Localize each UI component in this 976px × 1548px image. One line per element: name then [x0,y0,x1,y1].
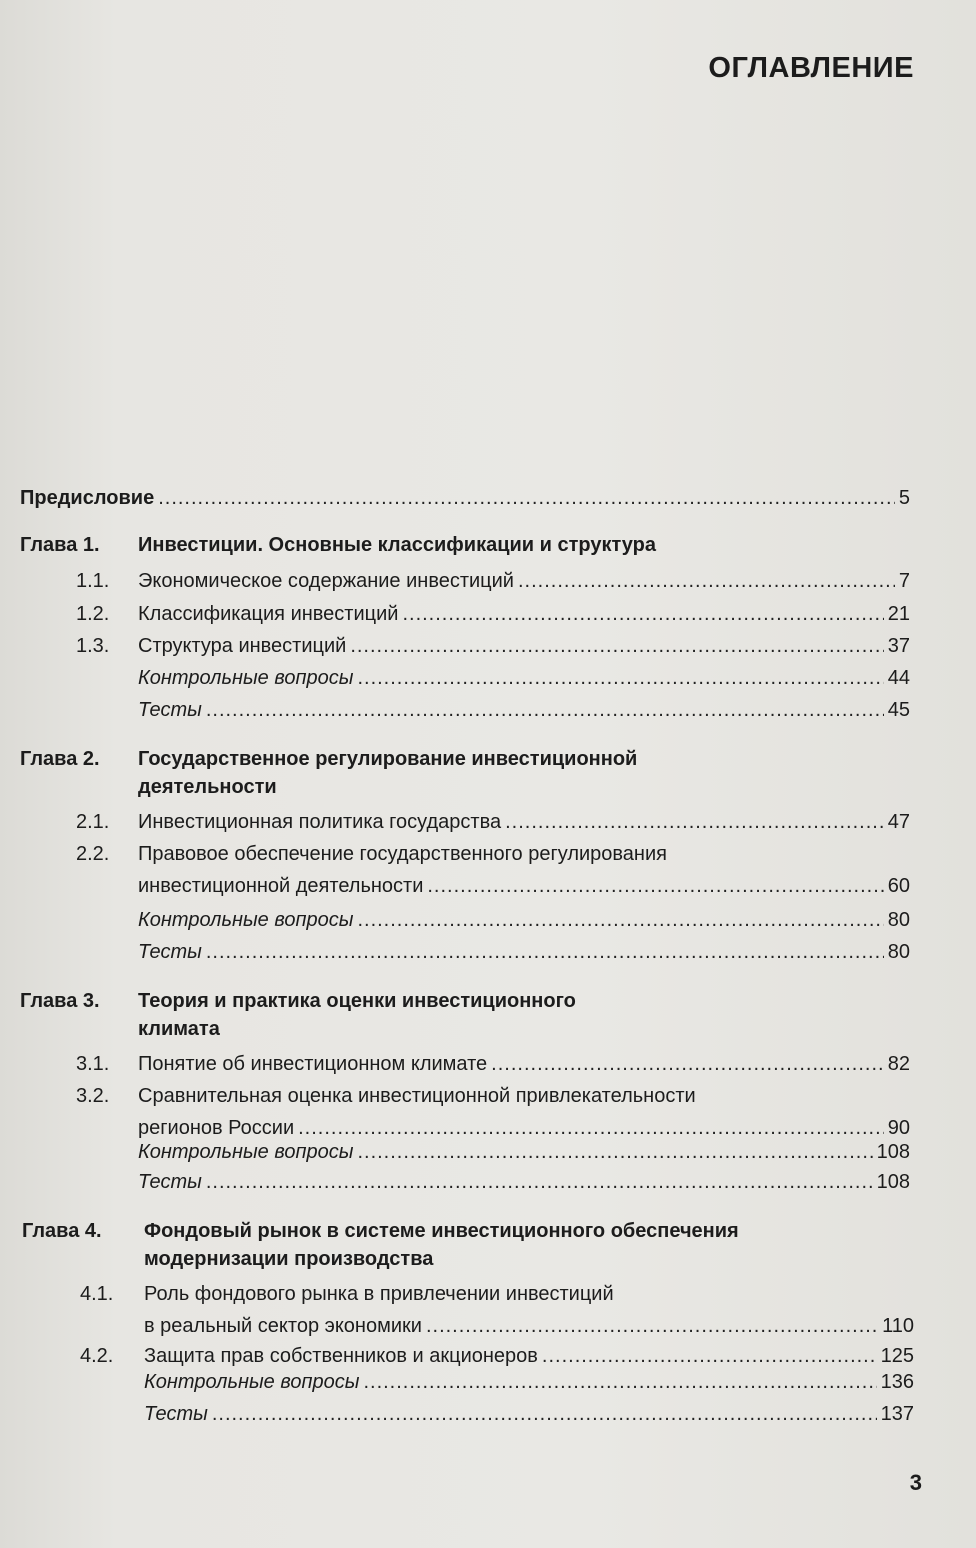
section-page: 137 [880,1403,914,1425]
section-page: 45 [887,699,910,721]
toc-entry[interactable] [76,565,910,597]
section-page: 108 [876,1171,910,1193]
section-page: 80 [887,941,910,963]
toc-entry-multiline[interactable] [80,1278,914,1342]
section-title-line2: регионов России [138,1117,295,1139]
dot-leader [427,870,883,902]
section-title: Контрольные вопросы [144,1371,360,1393]
dot-leader [212,1398,877,1430]
section-title: Контрольные вопросы [138,667,354,689]
section-number: 1.1. [76,570,110,592]
dot-leader [402,598,883,630]
section-number: 4.2. [80,1345,114,1367]
section-page: 37 [887,635,910,657]
section-title: Понятие об инвестиционном климате [138,1053,488,1075]
toc-entry-questions[interactable] [138,1136,910,1168]
section-page: 136 [880,1371,914,1393]
dot-leader [491,1048,884,1080]
chapter-title: Фондовый рынок в системе инвестиционного обеспечения [144,1220,739,1242]
toc-entry[interactable] [76,806,910,838]
chapter-title-line2: деятельности [138,776,277,798]
section-title: Тесты [144,1403,208,1425]
toc-entry-questions[interactable] [144,1366,914,1398]
chapter-title: Теория и практика оценки инвестиционного [138,990,576,1012]
section-page: 44 [887,667,910,689]
section-number: 4.1. [80,1283,114,1305]
section-number: 2.1. [76,811,110,833]
section-title: Контрольные вопросы [138,1141,354,1163]
section-page: 21 [887,603,910,625]
section-title-line2: инвестиционной деятельности [138,875,424,897]
dot-leader [158,482,895,514]
section-number: 2.2. [76,843,110,865]
section-page: 7 [898,570,910,592]
chapter-title: Государственное регулирование инвестиционной [138,748,638,770]
chapter-title-line2: модернизации производства [144,1248,434,1270]
toc-entry-tests[interactable] [138,936,910,968]
toc-entry-label: Предисловие [20,487,155,509]
section-number: 3.2. [76,1085,110,1107]
toc-entry-tests[interactable] [144,1398,914,1430]
dot-leader [357,662,883,694]
dot-leader [206,936,884,968]
dot-leader [350,630,883,662]
section-title: Экономическое содержание инвестиций [138,570,514,592]
section-page: 110 [882,1315,914,1337]
dot-leader [357,904,883,936]
toc-entry-tests[interactable] [138,694,910,726]
page-title: ОГЛАВЛЕНИЕ [708,52,914,84]
dot-leader [505,806,884,838]
chapter-number: Глава 3. [20,990,100,1012]
dot-leader [206,694,884,726]
page-number: 3 [909,1470,922,1495]
dot-leader [518,565,895,597]
chapter-number: Глава 4. [22,1220,102,1242]
section-page: 80 [887,909,910,931]
section-number: 3.1. [76,1053,110,1075]
section-title-line2: в реальный сектор экономики [144,1315,422,1337]
section-title: Инвестиционная политика государства [138,811,502,833]
section-page: 90 [887,1117,910,1139]
toc-entry-questions[interactable] [138,662,910,694]
section-title: Структура инвестиций [138,635,347,657]
section-title: Тесты [138,941,202,963]
section-title: Сравнительная оценка инвестиционной привлекательности [138,1085,696,1107]
dot-leader [363,1366,876,1398]
dot-leader [357,1136,872,1168]
section-number: 1.3. [76,635,110,657]
section-page: 82 [887,1053,910,1075]
chapter-title-line2: климата [138,1018,220,1040]
toc-entry-preface[interactable] [20,482,910,514]
section-title: Классификация инвестиций [138,603,399,625]
toc-entry[interactable] [76,630,910,662]
dot-leader [206,1166,873,1198]
toc-entry-page: 5 [898,487,910,509]
section-title: Роль фондового рынка в привлечении инвестиций [144,1283,614,1305]
toc-entry-tests[interactable] [138,1166,910,1198]
chapter-number: Глава 1. [20,534,100,556]
chapter-number: Глава 2. [20,748,100,770]
toc-entry-multiline[interactable] [76,838,910,902]
toc-entry[interactable] [76,598,910,630]
toc-entry[interactable] [76,1048,910,1080]
section-title: Тесты [138,1171,202,1193]
section-title: Защита прав собственников и акционеров [144,1345,538,1367]
chapter-title: Инвестиции. Основные классификации и структура [138,534,657,556]
section-title: Правовое обеспечение государственного регулирования [138,843,667,865]
dot-leader [426,1310,878,1342]
section-page: 47 [887,811,910,833]
section-title: Тесты [138,699,202,721]
toc-entry-multiline[interactable] [76,1080,910,1144]
section-page: 108 [876,1141,910,1163]
section-page: 125 [880,1345,914,1367]
section-page: 60 [887,875,910,897]
section-number: 1.2. [76,603,110,625]
toc-entry-questions[interactable] [138,904,910,936]
section-title: Контрольные вопросы [138,909,354,931]
